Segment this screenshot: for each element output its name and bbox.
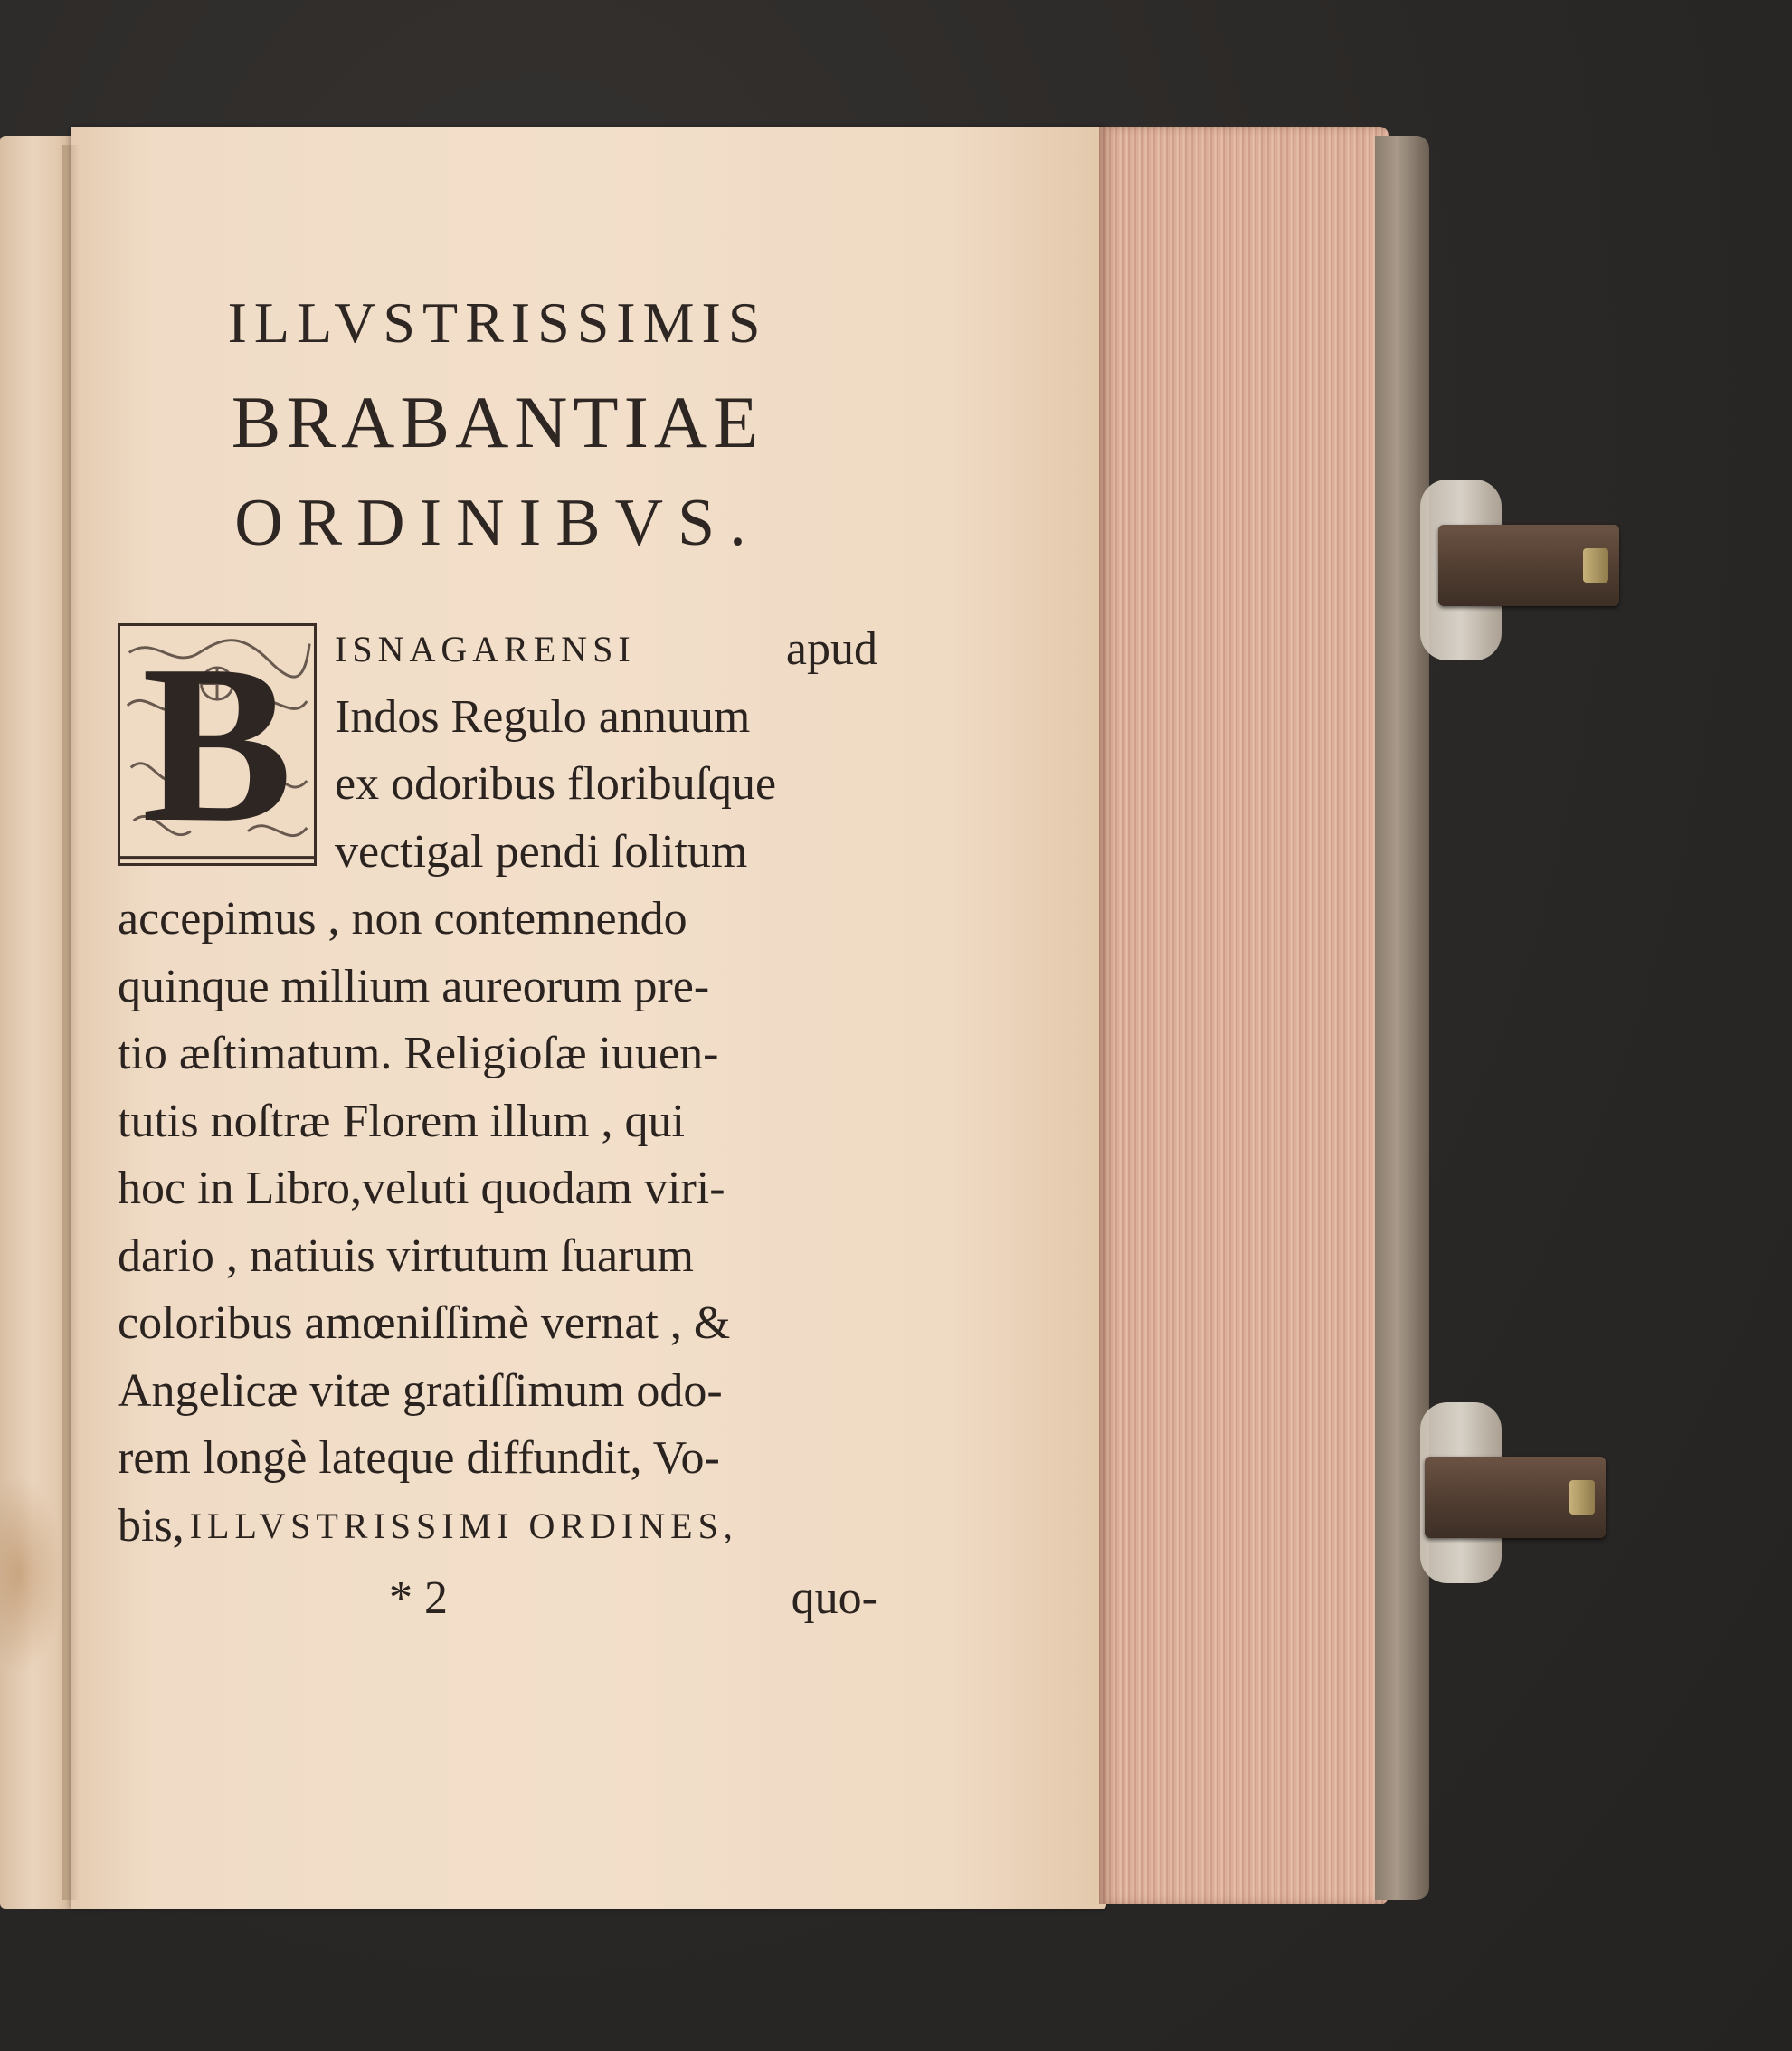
body-line-3-text: ex odoribus floribuſque <box>335 758 777 810</box>
body-line-8-text: tutis noſtræ Florem illum , qui <box>118 1095 685 1147</box>
body-line-7 <box>118 1021 877 1088</box>
text-block <box>118 290 877 1633</box>
body-line-1-rest: apud <box>785 623 877 675</box>
body-line-13-text: rem longè lateque diffundit, Vo- <box>118 1432 720 1484</box>
body-line-4 <box>335 819 877 887</box>
body-line-14-caps: ILLVSTRISSIMI ORDINES, <box>189 1505 738 1546</box>
clasp-bottom <box>1425 1457 1606 1538</box>
body-line-14 <box>118 1493 877 1561</box>
body-line-7-text: tio æſtimatum. Religioſæ iuuen- <box>118 1028 719 1079</box>
clasp-pin-icon <box>1583 548 1608 583</box>
body-line-8 <box>118 1088 877 1156</box>
body-line-6 <box>118 954 877 1021</box>
clasp-top <box>1438 525 1619 606</box>
signature-mark: * 2 <box>389 1572 448 1624</box>
page-gutter <box>62 145 80 1900</box>
body-line-4-text: vectigal pendi ſolitum <box>335 825 748 878</box>
initial-letter: B <box>141 623 293 866</box>
body-line-10-text: dario , natiuis virtutum ſuarum <box>118 1230 694 1282</box>
body-line-2-text: Indos Regulo annuum <box>335 690 751 743</box>
body-line-13 <box>118 1425 877 1493</box>
clasp-pin-icon <box>1569 1480 1595 1515</box>
catchword: quo- <box>791 1572 877 1624</box>
body-line-9-text: hoc in Libro,veluti quodam viri- <box>118 1163 725 1214</box>
heading-line-3: ORDINIBVS. <box>234 486 761 560</box>
body-line-1-caps: ISNAGARENSI <box>335 629 636 669</box>
body-line-11-text: coloribus amœniſſimè vernat , & <box>118 1297 731 1349</box>
body-line-12-text: Angelicæ vitæ gratiſſimum odo- <box>118 1364 723 1417</box>
body-line-10 <box>118 1223 877 1291</box>
page-stack-fore-edge <box>1099 127 1389 1904</box>
water-stain <box>0 1475 63 1674</box>
heading-line-2: BRABANTIAE <box>231 381 764 463</box>
body-line-9 <box>118 1155 877 1223</box>
body-line-3 <box>335 751 877 819</box>
book-cover-edge <box>1375 136 1429 1900</box>
body-line-5-text: accepimus , non contemnendo <box>118 893 687 945</box>
body-line-6-text: quinque millium aureorum pre- <box>118 960 710 1012</box>
body-line-14-start: bis, <box>118 1499 185 1552</box>
decorated-initial <box>118 623 317 866</box>
body-line-12 <box>118 1358 877 1426</box>
heading-line-1: ILLVSTRISSIMIS <box>227 290 768 355</box>
page-footer <box>118 1565 877 1633</box>
body-line-11 <box>118 1290 877 1358</box>
body-line-5 <box>118 886 877 954</box>
body-line-1 <box>335 616 877 684</box>
body-text <box>118 616 877 1633</box>
body-line-2 <box>335 684 877 752</box>
